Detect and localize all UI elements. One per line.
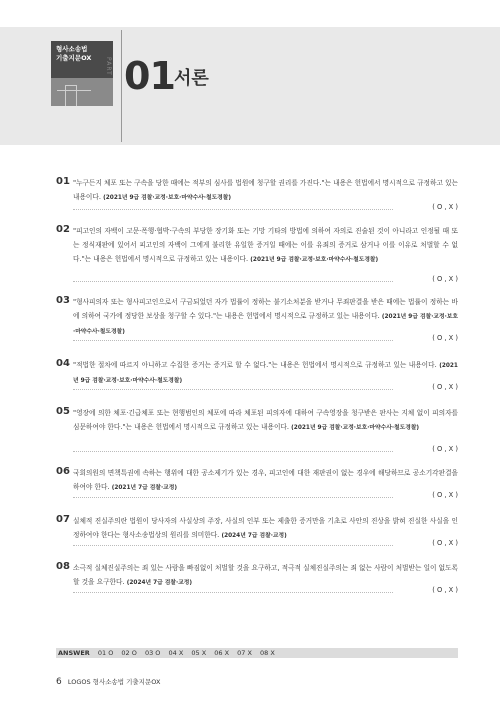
answer-leader — [73, 545, 393, 546]
answer-key-item: 02 O — [121, 649, 137, 657]
answer-key-item: 06 X — [214, 649, 230, 657]
answer-choice: ( O , X ) — [432, 275, 458, 283]
chapter-title: 서론 — [174, 68, 209, 89]
question-item — [56, 295, 458, 347]
answer-leader — [73, 389, 393, 390]
question-text: "피고인의 자백이 고문·폭행·협박·구속의 부당한 장기화 또는 기망 기타의 방법에 의하여 자의로 진술된 것이 아니라고 인정될 때 또는 정식재판에 있어서 피고인의 자백이 그에게 불리한 유일한 증거일 때에는 이를 유죄의 증거로 삼거나 이를 이유로 처벌할 수 없다."는 내용은 헌법에서 명시적으로 규정하고 있는 내용이다. (2021년 9급 검찰·교정·보호·마약수사·철도경찰) — [73, 227, 458, 263]
question-text: "형사피의자 또는 형사피고인으로서 구금되었던 자가 법률이 정하는 불기소처분을 받거나 무죄판결을 받은 때에는 법률이 정하는 바에 의하여 국가에 정당한 보상을 청구할 수 있다."는 내용은 헌법에서 명시적으로 규정하고 있는 내용이다. (2021년 9급 검찰·교정·보호·마약수사·철도경찰) — [73, 298, 458, 335]
question-number: 02 — [56, 224, 70, 235]
page-footer — [56, 677, 160, 687]
question-source: (2024년 7급 검찰·교정) — [221, 533, 287, 539]
question-source: (2021년 9급 검찰·교정·보호·마약수사·철도경찰) — [291, 425, 420, 431]
chapter-number: 01 — [124, 54, 175, 98]
question-number: 07 — [56, 514, 70, 525]
question-source: (2024년 7급 검찰·교정) — [126, 580, 193, 586]
question-item — [56, 561, 458, 601]
footer-title: LOGOS 형사소송법 기출지문OX — [67, 678, 161, 686]
question-number: 01 — [56, 176, 70, 187]
answer-choice: ( O , X ) — [432, 334, 458, 342]
answer-choice: ( O , X ) — [432, 539, 458, 547]
answer-leader — [73, 340, 393, 341]
question-source: (2021년 9급 검찰·교정·보호·마약수사·철도경찰) — [250, 257, 379, 263]
header-divider — [121, 30, 122, 142]
page-number: 6 — [56, 677, 62, 687]
answer-choice: ( O , X ) — [432, 445, 458, 453]
answer-key-item: 04 X — [168, 649, 184, 657]
answer-choice: ( O , X ) — [432, 491, 458, 499]
question-text: 소극적 실체진실주의는 죄 있는 사람을 빠짐없이 처벌할 것을 요구하고, 적극적 실체진실주의는 죄 없는 사람이 처벌받는 일이 없도록 할 것을 요구한다. (2024년 7급 검찰·교정) — [73, 564, 458, 586]
question-text: 실체적 진실주의란 법원이 당사자의 사실상의 주장, 사실의 인부 또는 제출한 증거만을 기초로 사안의 진상을 밝혀 진실한 사실을 인정하여야 한다는 형사소송법상의 원리를 의미한다. (2024년 7급 검찰·교정) — [73, 517, 458, 539]
answer-key-label: ANSWER — [58, 649, 90, 657]
answer-key-item: 07 X — [237, 649, 252, 657]
question-number: 05 — [56, 406, 70, 417]
book-label — [51, 41, 113, 78]
question-number: 04 — [56, 358, 70, 369]
answer-key-item: 05 X — [191, 649, 207, 657]
question-number: 03 — [56, 295, 70, 306]
question-item — [56, 224, 458, 284]
answer-key-item: 08 X — [260, 649, 275, 657]
question-source: (2021년 7급 검찰·교정) — [111, 485, 178, 491]
question-text: 국회의원의 면책특권에 속하는 행위에 대한 공소제기가 있는 경우, 피고인에 대한 재판권이 없는 경우에 해당하므로 공소기각판결을 하여야 한다. (2021년 7급 검찰·교정) — [73, 469, 458, 491]
book-label-line1: 형사소송법 — [56, 45, 88, 53]
question-source: (2021년 9급 검찰·교정·보호·마약수사·철도경찰) — [103, 195, 232, 201]
answer-leader — [73, 209, 393, 210]
question-number: 06 — [56, 466, 70, 477]
question-text: "누구든지 체포 또는 구속을 당한 때에는 적부의 심사를 법원에 청구할 권리를 가진다."는 내용은 헌법에서 명시적으로 규정하고 있는 내용이다. (2021년 9급 검찰·교정·보호·마약수사·철도경찰) — [73, 179, 458, 201]
part-label: PART — [105, 57, 112, 76]
answer-leader — [73, 592, 393, 593]
question-text: "적법한 절차에 따르지 아니하고 수집한 증거는 증거로 할 수 없다."는 내용은 헌법에서 명시적으로 규정하고 있는 내용이다. (2021년 9급 검찰·교정·보호·마약수사·철도경찰) — [73, 361, 458, 384]
book-label-line2: 기출지문OX — [56, 54, 92, 62]
answer-key-item: 01 O — [97, 649, 114, 657]
answer-leader — [73, 451, 393, 452]
answer-choice: ( O , X ) — [432, 203, 458, 211]
question-item — [56, 466, 458, 506]
question-item — [56, 176, 458, 216]
answer-leader — [73, 497, 393, 498]
answer-choice: ( O , X ) — [432, 586, 458, 594]
question-item — [56, 514, 458, 554]
question-item — [56, 358, 458, 398]
answer-choice: ( O , X ) — [432, 383, 458, 391]
answer-leader — [73, 281, 393, 282]
question-source: (2021년 9급 검찰·교정·보호·마약수사·철도경찰) — [73, 314, 458, 335]
justice-scale-icon — [51, 78, 113, 106]
question-text: "영장에 의한 체포·긴급체포 또는 현행범인의 체포에 따라 체포된 피의자에 대하여 구속영장을 청구받은 판사는 지체 없이 피의자를 심문하여야 한다."는 내용은 헌법에서 명시적으로 규정하고 있는 내용이다. (2021년 9급 검찰·교정·보호·마약수사·철도경찰) — [73, 409, 458, 431]
question-source: (2021년 9급 검찰·교정·보호·마약수사·철도경찰) — [73, 363, 458, 384]
question-item — [56, 406, 458, 458]
answer-key-item: 03 O — [144, 649, 161, 657]
question-number: 08 — [56, 561, 70, 572]
answer-key-bar — [56, 648, 458, 658]
